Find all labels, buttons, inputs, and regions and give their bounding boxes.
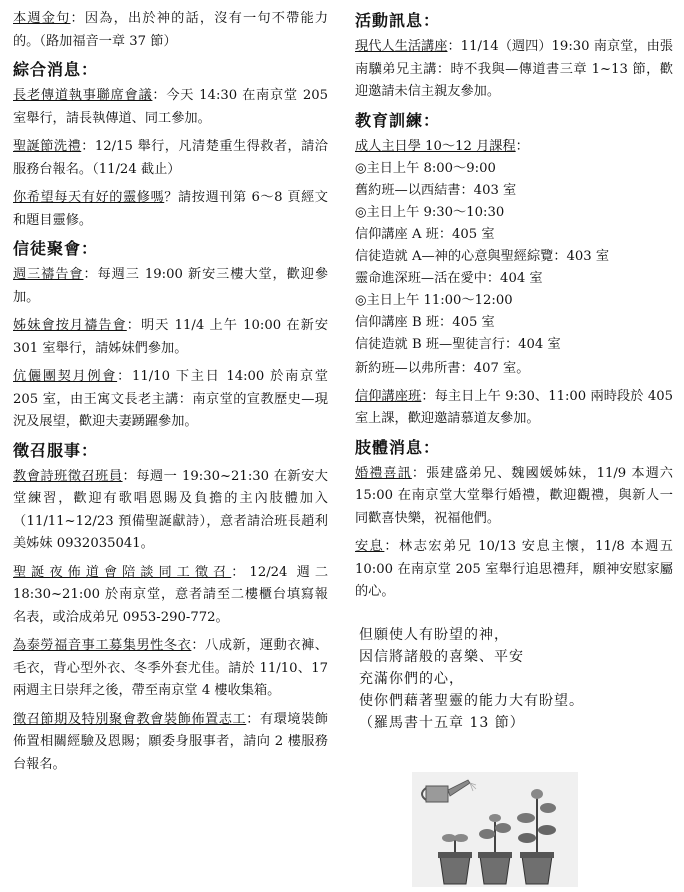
course-list — [355, 158, 673, 380]
news-text: ：每週三 19:00 新安三樓大堂，歡迎參加。 — [13, 267, 329, 305]
poem-line: 使你們藉著聖靈的能力大有盼望。 — [359, 692, 584, 709]
verse-text: ：因為，出於神的話，沒有一句不帶能力的。（路加福音一章 37 節） — [13, 11, 329, 49]
course-line: 靈命進深班—活在愛中：404 室 — [355, 270, 543, 286]
news-label: 信仰講座班 — [355, 388, 422, 404]
news-item — [13, 635, 328, 703]
course-line: ◎主日上午 8:00～9:00 — [355, 160, 496, 176]
section-title-activity: 活動訊息： — [355, 11, 441, 30]
news-text: ：每主日上午 9:30、11:00 兩時段於 405 室上課，歡迎邀請慕道友參加。 — [355, 388, 673, 426]
news-text: ：11/10 下主日 14:00 於南京堂 205 室，由王寓文長老主講：南京堂的宣教歷史—現況及展望，歡迎夫妻踴躍參加。 — [13, 369, 328, 429]
course-line: 舊約班—以西結書：403 室 — [355, 182, 517, 198]
news-text: ：今天 14:30 在南京堂 205 室舉行，請長執傳道、同工參加。 — [13, 88, 328, 126]
news-text: ：八成新，運動衣褲、毛衣，背心型外衣、冬季外套尤佳。請於 11/10、17 兩週主日崇拜之後，帶至南京堂 4 樓收集箱。 — [13, 638, 328, 698]
news-item — [13, 315, 328, 360]
course-line: ◎主日上午 11:00～12:00 — [355, 292, 513, 308]
news-label: 婚禮喜訊 — [355, 465, 412, 481]
news-text: ：有環境裝飾佈置相關經驗及恩賜；願委身服事者，請向 2 樓服務台報名。 — [13, 711, 328, 772]
news-item — [13, 366, 328, 434]
poem-line: （羅馬書十五章 13 節） — [359, 714, 525, 731]
news-item — [355, 463, 673, 531]
poem-line: 因信將諸般的喜樂、平安 — [359, 648, 524, 665]
news-item — [355, 36, 673, 104]
news-text: ：12/15 舉行，凡清楚重生得救者，請洽服務台報名。（11/24 截止） — [13, 139, 328, 177]
news-text: ：明天 11/4 上午 10:00 在新安 301 室舉行，請姊妹們參加。 — [13, 318, 329, 356]
news-text: ：張建盛弟兄、魏國媛姊妹，11/9 本週六 15:00 在南京堂大堂舉行婚禮，歡迎觀禮，與新人一同歡喜快樂，祝福他們。 — [355, 465, 673, 526]
news-label: 聖誕夜佈道會陪談同工徵召 — [13, 564, 232, 580]
course-line: 信徒造就 B 班—聖徒言行：404 室 — [355, 336, 561, 352]
news-item — [13, 264, 328, 309]
course-line: 信仰講座 A 班：405 室 — [355, 226, 495, 242]
news-label: 長老傳道執事聯席會議 — [13, 88, 153, 103]
section-title-body-news: 肢體消息： — [355, 437, 441, 457]
course-line: 新約班—以弗所書：407 室。 — [355, 360, 530, 376]
poem-line: 充滿你們的心， — [359, 670, 464, 687]
news-text: ：12/24 週二 18:30~21:00 於南京堂，意者請至二樓櫃台填寫報名表，或洽成弟兄 0953-290-772。 — [13, 564, 329, 625]
news-label: 安息 — [355, 539, 385, 554]
news-label: 聖誕節洗禮 — [13, 139, 82, 154]
news-item — [13, 562, 328, 630]
verse-label: 本週金句 — [13, 11, 71, 26]
news-item — [13, 187, 328, 232]
course-line: 信仰講座 B 班：405 室 — [355, 314, 495, 330]
weekly-verse — [13, 8, 328, 53]
colon: ： — [515, 138, 529, 154]
poem-line: 但願使人有盼望的神， — [359, 626, 509, 643]
news-label: 徵召節期及特別聚會教會裝飾佈置志工 — [13, 711, 247, 727]
adult-school-heading — [355, 136, 673, 158]
left-column — [13, 8, 328, 782]
news-label: 週三禱告會 — [13, 267, 84, 282]
news-label: 成人主日學 10～12 月課程 — [355, 138, 516, 154]
news-text: ：林志宏弟兄 10/13 安息主懷，11/8 本週五 10:00 在南京堂 205 室舉行追思禮拜，願神安慰家屬的心。 — [355, 539, 673, 599]
section-title-recruit: 徵召服事： — [13, 440, 99, 460]
course-line: ◎主日上午 9:30～10:30 — [355, 204, 505, 220]
news-label: 現代人生活講座 — [355, 39, 448, 54]
section-title-education: 教育訓練： — [355, 110, 441, 130]
news-item — [13, 709, 328, 777]
section-title-gatherings: 信徒聚會： — [13, 239, 99, 258]
section-title-general: 綜合消息： — [13, 60, 99, 79]
news-label: 你希望每天有好的靈修嗎 — [13, 190, 165, 205]
news-text: ：每週一 19:30~21:30 在新安大堂練習，歡迎有歌唱恩賜及負擔的主內肢體加入（11/11~12/23 預備聖誕獻詩），意者請洽班長趙利美姊妹 0932035041。 — [13, 468, 328, 551]
news-text: ：11/14（週四）19:30 南京堂，由張南驥弟兄主講：時不我與—傳道書三章 1~13 節，歡迎邀請未信主親友參加。 — [355, 39, 673, 99]
news-label: 伉儷團契月例會 — [13, 369, 118, 384]
course-line: 信徒造就 A—神的心意與聖經綜覽：403 室 — [355, 248, 610, 264]
news-label: 為泰勞福音事工募集男性冬衣 — [13, 638, 192, 653]
news-item — [13, 85, 328, 130]
news-label: 教會詩班徵召班員 — [13, 468, 123, 484]
watering-plants-illustration — [412, 772, 578, 887]
right-column — [355, 8, 673, 734]
news-label: 姊妹會按月禱告會 — [13, 318, 127, 333]
news-item — [13, 136, 328, 181]
news-item — [13, 466, 328, 556]
blessing-verse — [355, 624, 673, 734]
news-text: ？請按週刊第 6～8 頁經文和題目靈修。 — [13, 190, 328, 228]
news-item — [355, 536, 673, 604]
news-item — [355, 386, 673, 431]
